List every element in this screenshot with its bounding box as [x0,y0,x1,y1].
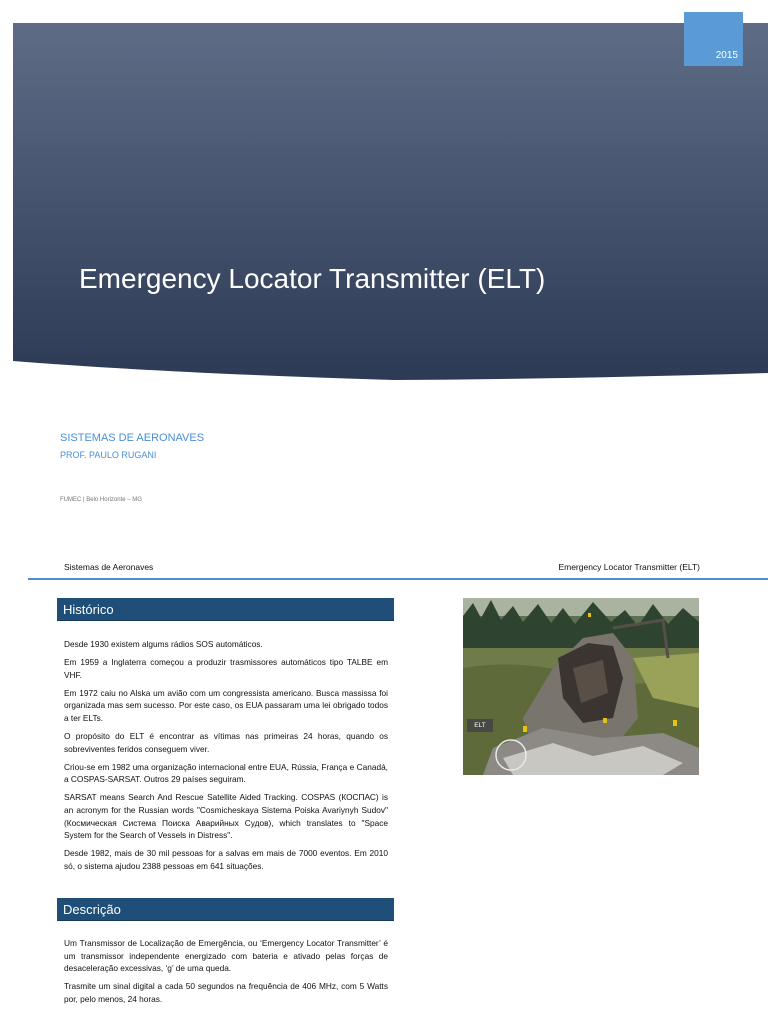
professor-name: PROF. PAULO RUGANI [60,450,157,460]
document-title: Emergency Locator Transmitter (ELT) [79,263,546,294]
paragraph: Um Transmissor de Localização de Emergência, ou ‘Emergency Locator Transmitter’ é um transmissor independente energizado com bateria e ativado pelas forças de desaceleração excessivas, ‘g’ de uma queda. [64,938,388,974]
paragraph: O propósito do ELT é encontrar as vítimas nas primeiras 24 horas, quando os sobreviventes feridos conseguem viver. [64,731,388,754]
header-left: Sistemas de Aeronaves [64,562,154,572]
paragraph: Desde 1930 existem algums rádios SOS automáticos. [64,639,263,649]
crash-site-illustration [463,598,699,775]
year-badge [684,12,743,66]
cover-band [13,23,768,381]
organization: FUMEC | Belo Horizonte – MG [60,497,142,503]
paragraph: Em 1959 a Inglaterra começou a produzir trasmissores automáticos tipo TALBE em VHF. [64,657,388,680]
cover-band-shape [13,23,768,381]
paragraph: Criou-se em 1982 uma organização internacional entre EUA, Rússia, França e Canadá, a COSPAS-SARSAT. Outros 29 países seguiram. [64,761,388,785]
course-name: SISTEMAS DE AERONAVES [60,432,205,444]
paragraph: Trasmite um sinal digital a cada 50 segundos na frequência de 406 MHz, com 5 Watts por, pelo menos, 24 horas. [64,981,388,1004]
descricao-body [64,937,388,1011]
section-heading-historico: Histórico [57,598,394,621]
section-heading-descricao: Descrição [57,898,394,921]
historico-body [64,638,388,878]
header-rule [28,578,768,580]
header-right: Emergency Locator Transmitter (ELT) [558,562,700,572]
elt-label: ELT [467,719,493,732]
paragraph: SARSAT means Search And Rescue Satellite Aided Tracking. COSPAS (КОСПАС) is an acronym for the Russian words "Cosmicheskaya Sistema Poiska Avariynyh Sudov" (Космическая Система Поиска Аварийных Судов), which translates to "Space System for the Search of Vessels in Distress". [64,792,388,841]
paragraph: Desde 1982, mais de 30 mil pessoas for a salvas em mais de 7000 eventos. Em 2010 só, o sistema ajudou 2388 pessoas em 641 situações. [64,848,388,871]
crash-site-photo [463,598,699,775]
year-text: 2015 [715,50,738,61]
paragraph: Em 1972 caiu no Alska um avião com um congressista americano. Busca massissa foi organizada mas sem sucesso. Por este caso, os EUA passaram uma lei obrigado todos a ter ELTs. [64,687,388,723]
